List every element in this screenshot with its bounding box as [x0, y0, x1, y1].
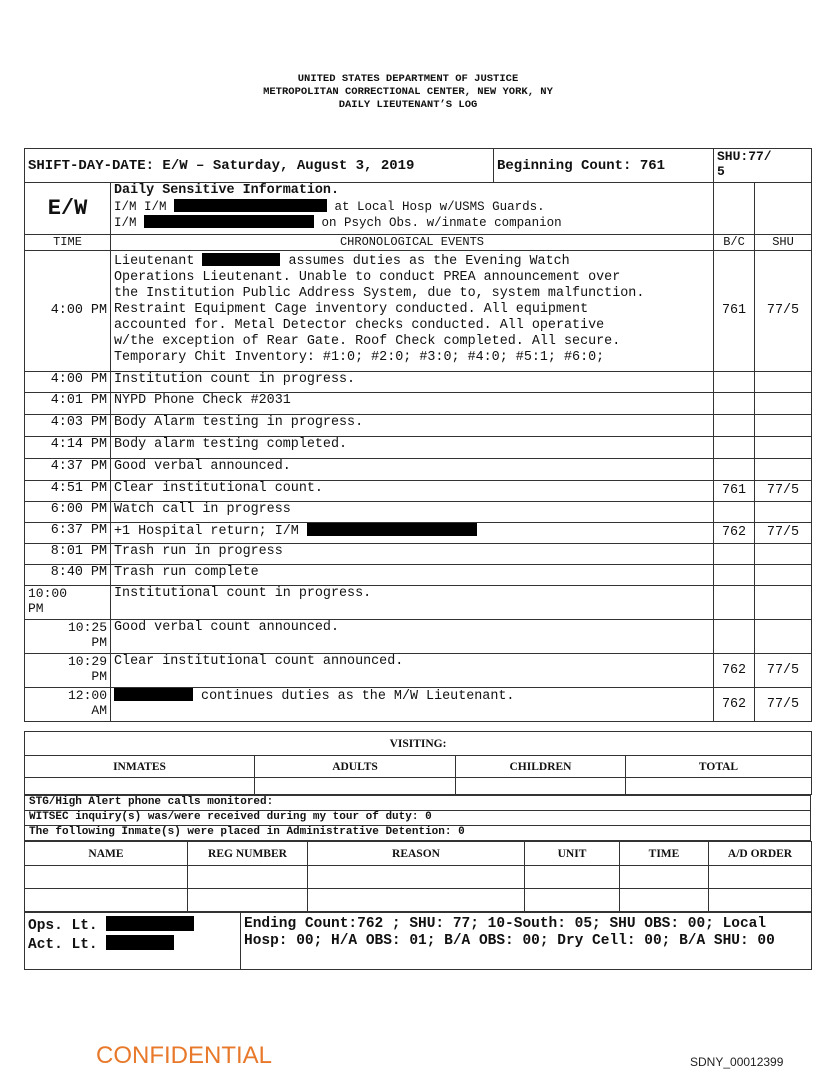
log-row — [25, 523, 812, 544]
entry-event: Institution count in progress. — [111, 372, 714, 393]
document-header — [0, 73, 816, 112]
entry-shu: 77/5 — [755, 523, 812, 544]
log-row — [25, 620, 812, 654]
entry-shu: 77/5 — [755, 654, 812, 688]
first-entry-l7: Temporary Chit Inventory: #1:0; #2:0; #3:0; #4:0; #5:1; #6:0; — [114, 350, 605, 365]
log-row — [25, 481, 812, 502]
entry-time — [25, 654, 111, 688]
log-row — [25, 415, 812, 437]
entry-time-a: 10:29 — [67, 654, 107, 669]
entry-event: NYPD Phone Check #2031 — [111, 393, 714, 415]
entry-time: 6:00 PM — [25, 502, 111, 523]
entry-time: 8:01 PM — [25, 544, 111, 565]
entry-time-a: 12:00 — [67, 688, 107, 703]
redaction-block — [202, 253, 280, 266]
visiting-total-header: TOTAL — [626, 756, 812, 778]
entry-event: Clear institutional count announced. — [111, 654, 714, 688]
sensitive-line2-prefix: I/M — [114, 216, 137, 230]
entry-time: 4:37 PM — [25, 459, 111, 481]
sensitive-line2-suffix: on Psych Obs. w/inmate companion — [321, 216, 562, 230]
log-row — [25, 544, 812, 565]
log-row — [25, 688, 812, 722]
ad-order-header: A/D ORDER — [709, 842, 812, 866]
alerts-table — [24, 795, 811, 841]
log-row — [25, 372, 812, 393]
entry-bc: 761 — [714, 481, 755, 502]
entry-time: 4:01 PM — [25, 393, 111, 415]
ad-unit-header: UNIT — [525, 842, 620, 866]
header-log-title: DAILY LIEUTENANT’S LOG — [338, 99, 478, 111]
log-row — [25, 459, 812, 481]
entry-shu — [755, 415, 812, 437]
column-shu: SHU — [755, 235, 812, 251]
entry-shu — [755, 544, 812, 565]
redaction-block — [307, 523, 477, 536]
log-row — [25, 586, 812, 620]
entry-bc: 762 — [714, 654, 755, 688]
entry-bc: 762 — [714, 523, 755, 544]
entry-event: Watch call in progress — [111, 502, 714, 523]
entry-event: Good verbal announced. — [111, 459, 714, 481]
column-time: TIME — [25, 235, 111, 251]
entry-event: Trash run complete — [111, 565, 714, 586]
entry-time-a: 10:00 — [28, 586, 68, 601]
entry-shu: 77/5 — [755, 688, 812, 722]
entry-time: 4:51 PM — [25, 481, 111, 502]
visiting-adults-header: ADULTS — [255, 756, 456, 778]
entry-bc — [714, 372, 755, 393]
entry-event — [111, 251, 714, 372]
entry-shu: 77/5 — [755, 251, 812, 372]
entry-event: Trash run in progress — [111, 544, 714, 565]
log-row — [25, 393, 812, 415]
entry-event: Institutional count in progress. — [111, 586, 714, 620]
entry-time-b: PM — [28, 601, 44, 616]
entry-shu — [755, 372, 812, 393]
log-row — [25, 502, 812, 523]
sensitive-line1-prefix: I/M I/M — [114, 200, 167, 214]
entry-event — [111, 523, 714, 544]
redaction-block — [114, 688, 193, 701]
entry-time: 8:40 PM — [25, 565, 111, 586]
column-events: CHRONOLOGICAL EVENTS — [111, 235, 714, 251]
ad-reason-header: REASON — [308, 842, 525, 866]
entry-shu: 77/5 — [755, 481, 812, 502]
entry-bc: 761 — [714, 251, 755, 372]
shu-count-line2: 5 — [717, 164, 725, 179]
entry-shu — [755, 565, 812, 586]
admin-detention-table — [24, 841, 812, 912]
entry-bc — [714, 544, 755, 565]
log-row — [25, 654, 812, 688]
shift-code: E/W — [25, 183, 111, 235]
entry-shu — [755, 393, 812, 415]
stg-phone-calls: STG/High Alert phone calls monitored: — [25, 796, 811, 811]
entry-event-text: continues duties as the M/W Lieutenant. — [201, 689, 515, 704]
entry-event-text: +1 Hospital return; I/M — [114, 524, 299, 539]
column-bc: B/C — [714, 235, 755, 251]
witsec-inquiries: WITSEC inquiry(s) was/were received during my tour of duty: 0 — [25, 811, 811, 826]
log-row — [25, 437, 812, 459]
redaction-block — [106, 916, 194, 931]
entry-bc: 762 — [714, 688, 755, 722]
admin-detention-note: The following Inmate(s) were placed in Administrative Detention: 0 — [25, 826, 811, 841]
header-facility: METROPOLITAN CORRECTIONAL CENTER, NEW YORK, NY — [263, 86, 553, 98]
first-entry-l3: the Institution Public Address System, due to, system malfunction. — [114, 286, 645, 301]
entry-bc — [714, 565, 755, 586]
redaction-block — [106, 935, 174, 950]
entry-shu — [755, 502, 812, 523]
entry-time-b: PM — [91, 669, 107, 684]
visiting-table — [24, 731, 812, 795]
first-entry-l5: accounted for. Metal Detector checks conducted. All operative — [114, 318, 605, 333]
entry-bc — [714, 502, 755, 523]
entry-time: 6:37 PM — [25, 523, 111, 544]
entry-bc — [714, 459, 755, 481]
confidential-stamp: CONFIDENTIAL — [96, 1042, 273, 1069]
visiting-inmates-header: INMATES — [25, 756, 255, 778]
ending-counts: Ending Count:762 ; SHU: 77; 10-South: 05; SHU OBS: 00; Local Hosp: 00; H/A OBS: 01; B/A OBS: 00; Dry Cell: 00; B/A SHU: 00 — [241, 913, 812, 970]
header-agency: UNITED STATES DEPARTMENT OF JUSTICE — [297, 73, 519, 85]
entry-time — [25, 586, 111, 620]
signoff-table — [24, 912, 812, 970]
entry-event: Good verbal count announced. — [111, 620, 714, 654]
entry-event: Body Alarm testing in progress. — [111, 415, 714, 437]
shu-count-line1: SHU:77/ — [717, 149, 772, 164]
bates-number: SDNY_00012399 — [690, 1055, 784, 1069]
sensitive-line1-suffix: at Local Hosp w/USMS Guards. — [334, 200, 545, 214]
entry-bc — [714, 393, 755, 415]
ad-reg-header: REG NUMBER — [188, 842, 308, 866]
redaction-block — [144, 215, 314, 228]
first-entry-l4: Restraint Equipment Cage inventory conducted. All equipment — [114, 302, 589, 317]
entry-time-b: AM — [91, 703, 107, 718]
entry-time-a: 10:25 — [67, 620, 107, 635]
first-entry-l1-suffix: assumes duties as the Evening Watch — [288, 254, 570, 269]
ops-lt-label: Ops. Lt. — [28, 918, 98, 934]
lieutenant-signatures — [25, 913, 241, 970]
first-entry-l6: w/the exception of Rear Gate. Roof Check completed. All secure. — [114, 334, 621, 349]
entry-event: Clear institutional count. — [111, 481, 714, 502]
entry-time: 4:00 PM — [25, 251, 111, 372]
entry-bc — [714, 437, 755, 459]
entry-event — [111, 688, 714, 722]
shift-day-date: SHIFT-DAY-DATE: E/W – Saturday, August 3, 2019 — [25, 149, 494, 183]
beginning-count: Beginning Count: 761 — [494, 149, 714, 183]
ad-name-header: NAME — [25, 842, 188, 866]
entry-time: 4:00 PM — [25, 372, 111, 393]
entry-time — [25, 688, 111, 722]
sensitive-info — [111, 183, 714, 235]
entry-bc — [714, 415, 755, 437]
ad-time-header: TIME — [620, 842, 709, 866]
act-lt-label: Act. Lt. — [28, 937, 98, 953]
shu-count — [714, 149, 812, 183]
first-entry-l2: Operations Lieutenant. Unable to conduct PREA announcement over — [114, 270, 621, 285]
entry-event: Body alarm testing completed. — [111, 437, 714, 459]
redaction-block — [174, 199, 327, 212]
entry-time-b: PM — [91, 635, 107, 650]
entry-time: 4:03 PM — [25, 415, 111, 437]
log-row — [25, 251, 812, 372]
entry-time — [25, 620, 111, 654]
first-entry-l1-prefix: Lieutenant — [114, 254, 195, 269]
sensitive-title: Daily Sensitive Information. — [114, 183, 339, 198]
entry-shu — [755, 459, 812, 481]
log-row — [25, 565, 812, 586]
chronological-log-table — [24, 148, 812, 722]
entry-shu — [755, 437, 812, 459]
visiting-title: VISITING: — [25, 732, 812, 756]
visiting-children-header: CHILDREN — [456, 756, 626, 778]
entry-time: 4:14 PM — [25, 437, 111, 459]
